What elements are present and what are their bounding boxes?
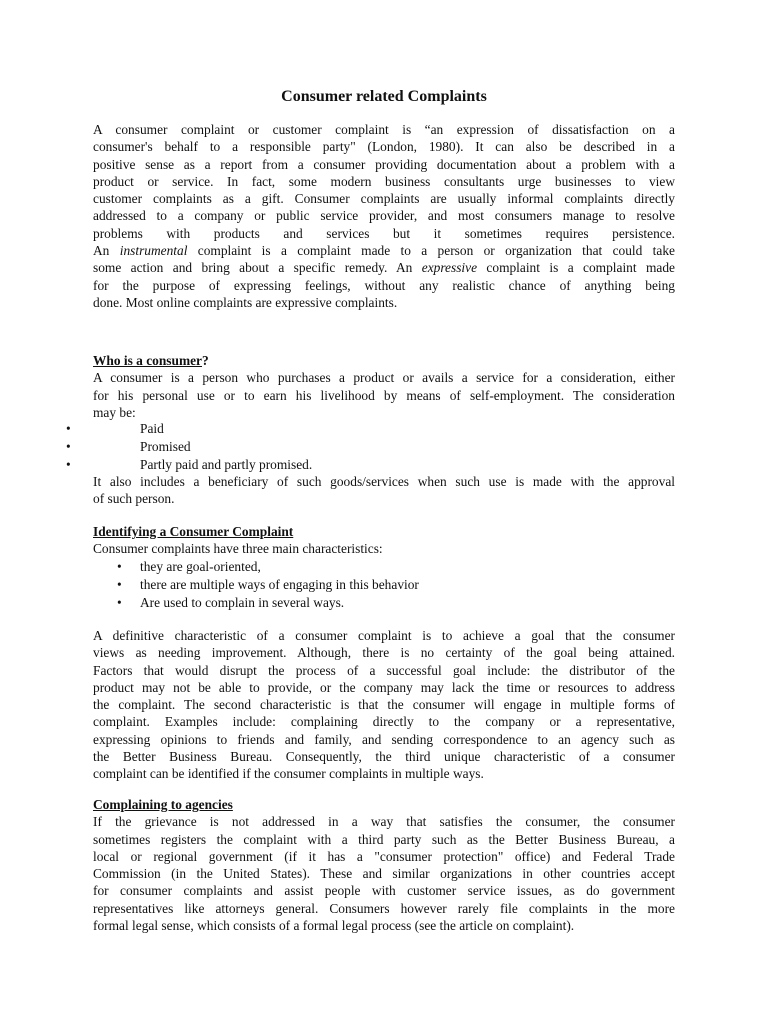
list-item-text: Are used to complain in several ways.	[140, 594, 345, 610]
bullet-icon: •	[66, 456, 71, 472]
text-line: of such person.	[93, 491, 175, 507]
text-line: consumer's behalf to a responsible party" (London, 1980). It can also be described in a	[93, 139, 675, 155]
section-heading	[93, 352, 675, 369]
text-line: Factors that would disrupt the process of a successful goal include: the distributor of the	[93, 662, 675, 678]
heading-suffix: ?	[202, 353, 209, 368]
text-line: product or service. In fact, some modern business consultants urge businesses to view	[93, 173, 675, 189]
consideration-list	[60, 420, 360, 474]
text-line: views as needing improvement. Although, there is no certainty of the goal being attained.	[93, 645, 675, 661]
page-title: Consumer related Complaints	[281, 88, 487, 105]
bullet-icon: •	[117, 559, 122, 574]
text-run: complaint is a complaint made	[477, 260, 675, 276]
text-line: the complaint. The second characteristic is that the consumer will engage in multiple forms of	[93, 697, 675, 713]
text-line: It also includes a beneficiary of such goods/services when such use is made with the approval	[93, 474, 675, 489]
list-item-text: Promised	[140, 438, 191, 454]
text-line: done. Most online complaints are expressive complaints.	[93, 294, 398, 310]
section-heading	[93, 523, 675, 540]
text-line: product may not be able to provide, or the company may lack the time or resources to address	[93, 679, 675, 695]
list-item-text: Partly paid and partly promised.	[140, 456, 313, 472]
list-item	[113, 594, 633, 612]
list-item	[113, 558, 633, 576]
list-item	[60, 438, 360, 456]
list-item-text: they are goal-oriented,	[140, 559, 261, 574]
section-heading	[93, 796, 675, 813]
text-line: customer complaints as a gift. Consumer complaints are usually informal complaints directly	[93, 191, 675, 207]
intro-paragraph	[93, 121, 675, 311]
text-line: Consumer complaints have three main characteristics:	[93, 541, 383, 557]
characteristics-list	[113, 558, 633, 612]
who-section	[93, 352, 675, 421]
bullet-icon: •	[117, 594, 122, 610]
text-line: complaint. Examples include: complaining directly to the company or a representative,	[93, 714, 675, 730]
agencies-section	[93, 796, 675, 934]
text-line: problems with products and services but it sometimes requires persistence.	[93, 225, 675, 241]
text-line: representatives like attorneys general. Consumers however rarely file complaints in the more	[93, 900, 675, 916]
text-line: may be:	[93, 404, 136, 420]
list-item	[113, 576, 633, 594]
text-line: addressed to a company or public service provider, and most consumers manage to resolve	[93, 208, 675, 224]
emphasis-text: instrumental	[119, 243, 188, 259]
text-run: An	[93, 243, 120, 259]
text-line: A consumer is a person who purchases a product or avails a service for a consideration, either	[93, 370, 675, 386]
text-line: expressing opinions to friends and family, and sending correspondence to an agency such as	[93, 731, 675, 747]
text-line: A consumer complaint or customer complaint is “an expression of dissatisfaction on a	[93, 122, 675, 137]
text-line: complaint can be identified if the consumer complaints in multiple ways.	[93, 766, 484, 782]
text-line	[93, 242, 675, 259]
text-line: for his personal use or to earn his livelihood by means of self-employment. The consideration	[93, 387, 675, 403]
text-run: some action and bring about a specific remedy. An	[93, 260, 422, 276]
bullet-icon: •	[66, 438, 71, 454]
emphasis-text: expressive	[421, 260, 478, 276]
text-line: local or regional government (if it has a "consumer protection" office) and Federal Trade	[93, 848, 675, 864]
text-line: positive sense as a report from a consumer providing documentation about a problem with a	[93, 156, 675, 172]
who-after-paragraph	[93, 473, 675, 508]
text-line: A definitive characteristic of a consumer complaint is to achieve a goal that the consumer	[93, 628, 675, 643]
text-line: formal legal sense, which consists of a formal legal process (see the article on complaint).	[93, 918, 575, 934]
list-item-text: there are multiple ways of engaging in this behavior	[140, 576, 419, 592]
list-item-text: Paid	[140, 421, 164, 436]
text-line: for consumer complaints and assist people with customer service issues, as do government	[93, 883, 675, 899]
text-line: for the purpose of expressing feelings, without any realistic chance of anything being	[93, 277, 675, 293]
text-line: Commission (in the United States). These and similar organizations in other countries accept	[93, 866, 675, 882]
bullet-icon: •	[66, 421, 71, 436]
identifying-paragraph	[93, 627, 675, 783]
heading-text: Who is a consumer	[93, 353, 202, 368]
text-line: the Better Business Bureau. Consequently, the third unique characteristic of a consumer	[93, 749, 675, 765]
list-item	[60, 420, 360, 438]
heading-text: Complaining to agencies	[93, 797, 233, 812]
heading-text: Identifying a Consumer Complaint	[93, 524, 294, 539]
text-line: sometimes registers the complaint with a third party such as the Better Business Bureau, a	[93, 831, 675, 847]
text-line: If the grievance is not addressed in a way that satisfies the consumer, the consumer	[93, 814, 675, 830]
list-item	[60, 456, 360, 474]
identifying-section	[93, 523, 675, 558]
text-run: complaint is a complaint made to a person or organization that could take	[187, 243, 675, 259]
text-line	[93, 259, 675, 276]
bullet-icon: •	[117, 576, 122, 592]
